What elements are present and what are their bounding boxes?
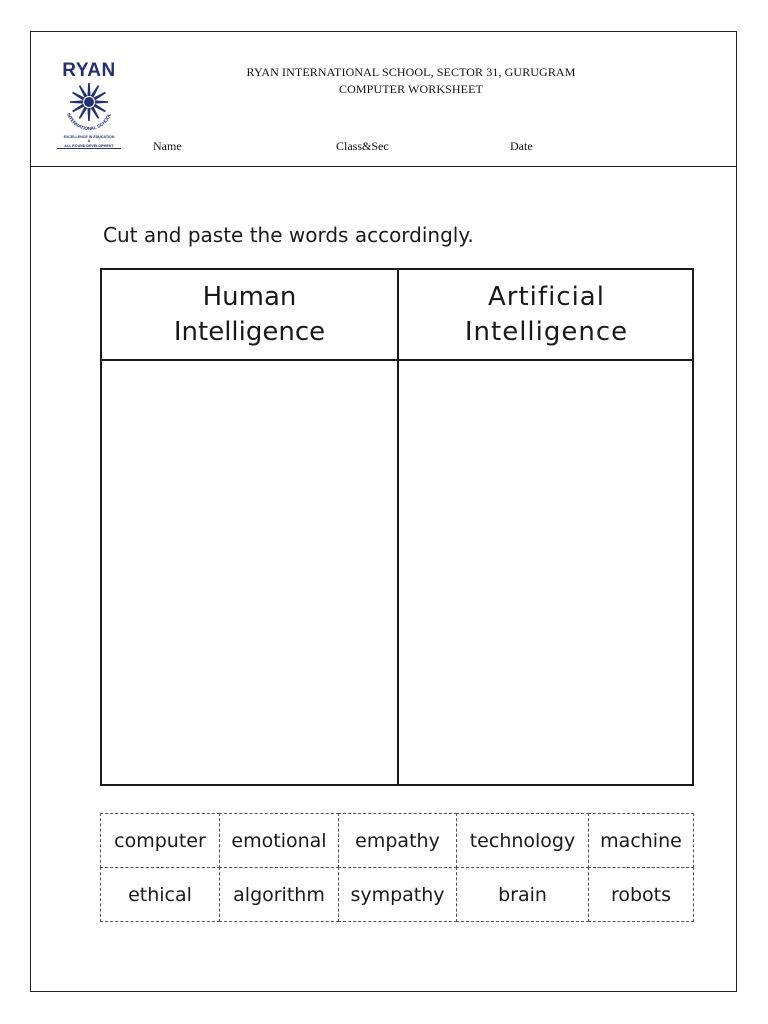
word-card[interactable]: computer [100, 813, 220, 868]
heading-line: Intelligence [464, 316, 629, 347]
word-card[interactable]: robots [588, 867, 694, 922]
logo-tagline-line: & [87, 139, 91, 144]
word-card[interactable]: machine [588, 813, 694, 868]
worksheet-header [31, 32, 736, 167]
school-logo [57, 60, 121, 155]
class-sec-field-label: Class&Sec [336, 139, 389, 153]
logo-tagline [57, 135, 121, 149]
word-card[interactable]: technology [456, 813, 589, 868]
worksheet-title: COMPUTER WORKSHEET [339, 82, 483, 96]
word-card[interactable]: ethical [100, 867, 220, 922]
school-name: RYAN INTERNATIONAL SCHOOL, SECTOR 31, GURUGRAM [246, 65, 576, 79]
human-intelligence-heading [102, 270, 397, 359]
heading-line: Human [202, 281, 297, 312]
name-field-label: Name [153, 139, 182, 153]
artificial-intelligence-heading [399, 270, 694, 359]
word-card[interactable]: brain [456, 867, 589, 922]
word-bank [100, 813, 694, 923]
sorting-table [100, 268, 694, 786]
logo-ring-text: INTERNATIONAL SCHOOL [66, 112, 112, 132]
word-card[interactable]: emotional [219, 813, 339, 868]
heading-line: Intelligence [173, 316, 326, 347]
logo-wordmark: RYAN [62, 60, 116, 81]
sunburst-logo-icon [57, 80, 121, 135]
instruction-text: Cut and paste the words accordingly. [103, 223, 474, 247]
logo-tagline-line: ALL ROUND DEVELOPMENT [57, 144, 121, 149]
word-card[interactable]: sympathy [338, 867, 457, 922]
human-intelligence-drop-area[interactable] [102, 361, 397, 784]
logo-tagline-line: EXCELLENCE IN EDUCATION [63, 135, 115, 139]
heading-line: Artificial [488, 281, 605, 312]
word-card[interactable]: algorithm [219, 867, 339, 922]
artificial-intelligence-drop-area[interactable] [399, 361, 692, 784]
date-field-label: Date [510, 139, 533, 153]
word-card[interactable]: empathy [338, 813, 457, 868]
school-heading [201, 64, 621, 98]
